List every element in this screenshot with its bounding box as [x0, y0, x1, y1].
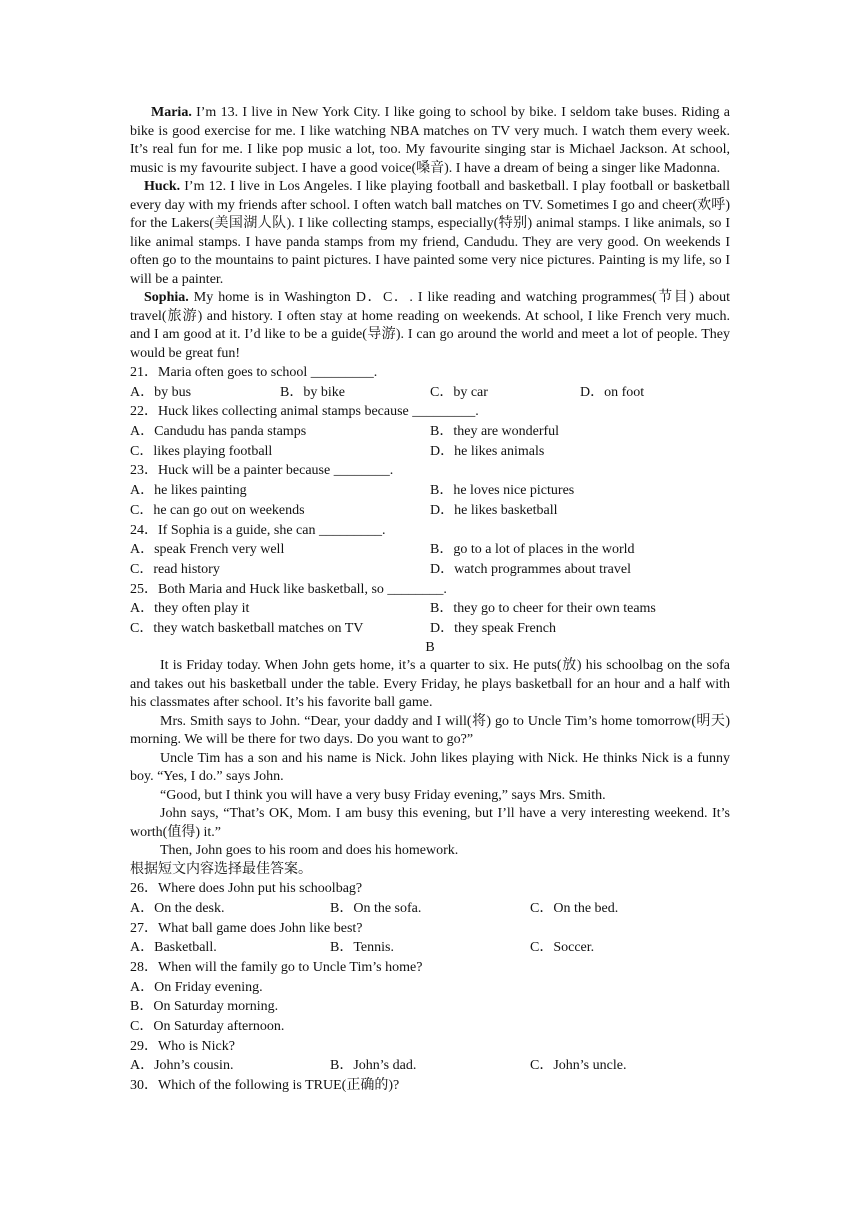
option-a[interactable]: A．John’s cousin.: [130, 1058, 234, 1074]
option-a[interactable]: A．he likes painting: [130, 483, 247, 499]
question-28: 28．When will the family go to Uncle Tim’s home?: [130, 959, 423, 975]
question-30: 30．Which of the following is TRUE(正确的)?: [130, 1078, 400, 1093]
options-22-cd: [130, 442, 730, 462]
option-b[interactable]: B．Tennis.: [330, 940, 394, 956]
passage-a-maria: [130, 104, 730, 178]
question-29: 29．Who is Nick?: [130, 1038, 235, 1054]
option-c[interactable]: C．Soccer.: [530, 940, 595, 956]
section-b-label: B: [425, 639, 435, 655]
options-25-cd: [130, 619, 730, 639]
passage-b-paragraph: Then, John goes to his room and does his homework.: [160, 843, 459, 859]
option-b[interactable]: B．On the sofa.: [330, 900, 422, 916]
option-a[interactable]: A．Candudu has panda stamps: [130, 424, 307, 440]
options-27: [130, 938, 730, 958]
paragraph-text: My home is in Washington D．C．. I like reading and watching programmes(节目) about travel(旅游) and history. I often stay at home reading on weekends. At school, I like French very much. and I am good at it. I’d like to be a guide(导游). I can go around the world and meet a lot of people. They would be great fun!: [130, 290, 730, 361]
option-c[interactable]: C．On the bed.: [530, 900, 619, 916]
option-a[interactable]: A．speak French very well: [130, 542, 285, 558]
option-c[interactable]: C．likes playing football: [130, 443, 273, 459]
option-b[interactable]: B．John’s dad.: [330, 1058, 417, 1074]
option-b[interactable]: B．they go to cheer for their own teams: [430, 601, 656, 617]
option-c[interactable]: C．by car: [430, 384, 488, 400]
question-24: 24．If Sophia is a guide, she can _________.: [130, 522, 386, 538]
options-21: [130, 383, 730, 403]
options-22-ab: [130, 422, 730, 442]
options-23-ab: [130, 481, 730, 501]
options-25-ab: [130, 599, 730, 619]
option-b[interactable]: B．by bike: [280, 384, 345, 400]
option-c[interactable]: C．he can go out on weekends: [130, 502, 305, 518]
question-25: 25．Both Maria and Huck like basketball, so ________.: [130, 581, 447, 597]
option-c[interactable]: C．John’s uncle.: [530, 1058, 627, 1074]
option-d[interactable]: D．watch programmes about travel: [430, 561, 631, 577]
question-27: 27．What ball game does John like best?: [130, 920, 363, 936]
passage-b-paragraph: “Good, but I think you will have a very busy Friday evening,” says Mrs. Smith.: [160, 787, 606, 803]
instruction-b: 根据短文内容选择最佳答案。: [130, 861, 312, 877]
speaker-name: Maria.: [151, 105, 192, 120]
option-b[interactable]: B．he loves nice pictures: [430, 483, 575, 499]
passage-b-paragraph: Mrs. Smith says to John. “Dear, your daddy and I will(将) go to Uncle Tim’s home tomorrow(明天) morning. We will be there for two days. Do you want to go?”: [130, 713, 730, 748]
options-24-cd: [130, 560, 730, 580]
options-29: [130, 1056, 730, 1076]
option-c[interactable]: C．On Saturday afternoon.: [130, 1018, 285, 1034]
option-a[interactable]: A．On Friday evening.: [130, 979, 263, 995]
option-c[interactable]: C．read history: [130, 561, 220, 577]
passage-a-huck: [130, 178, 730, 289]
speaker-name: Sophia.: [144, 290, 189, 305]
passage-b-paragraph: Uncle Tim has a son and his name is Nick. John likes playing with Nick. He thinks Nick is a funny boy. “Yes, I do.” says John.: [130, 750, 730, 785]
passage-b-paragraph: It is Friday today. When John gets home, it’s a quarter to six. He puts(放) his schoolbag on the sofa and takes out his basketball under the table. Every Friday, he plays basketball for an hour and a half with his classmates after school. It’s his favorite ball game.: [130, 658, 730, 711]
options-26: [130, 899, 730, 919]
question-26: 26．Where does John put his schoolbag?: [130, 881, 363, 897]
options-23-cd: [130, 501, 730, 521]
paragraph-text: I’m 12. I live in Los Angeles. I like playing football and basketball. I play football or basketball every day with my friends after school. I often watch ball matches on TV. Sometimes I go and cheer(欢呼) for the Lakers(美国湖人队). I like collecting stamps, especially(特别) animal stamps. I like animals, so I like animal stamps. I have panda stamps from my friend, Candudu. They are very good. On weekends I often go to the mountains to paint pictures. I have painted some very nice pictures. Painting is my life, so I will be a painter.: [130, 179, 730, 287]
option-b[interactable]: B．go to a lot of places in the world: [430, 542, 635, 558]
option-a[interactable]: A．they often play it: [130, 601, 250, 617]
question-23: 23．Huck will be a painter because ________.: [130, 463, 394, 479]
option-c[interactable]: C．they watch basketball matches on TV: [130, 620, 364, 636]
paragraph-text: I’m 13. I live in New York City. I like going to school by bike. I seldom take buses. Riding a bike is good exercise for me. I like watching NBA matches on TV very much. I watch them every week. It’s real fun for me. I like pop music a lot, too. My favourite singing star is Michael Jackson. At school, music is my favourite subject. I have a good voice(嗓音). I have a dream of being a singer like Madonna.: [130, 105, 730, 176]
passage-b-paragraph: John says, “That’s OK, Mom. I am busy this evening, but I’ll have a very interesting weekend. It’s worth(值得) it.”: [130, 806, 730, 840]
option-b[interactable]: B．they are wonderful: [430, 424, 560, 440]
worksheet-page: [130, 104, 730, 1096]
option-a[interactable]: A．On the desk.: [130, 900, 225, 916]
option-a[interactable]: A．by bus: [130, 384, 192, 400]
options-24-ab: [130, 540, 730, 560]
option-d[interactable]: D．on foot: [580, 384, 645, 400]
speaker-name: Huck.: [144, 179, 181, 194]
question-22: 22．Huck likes collecting animal stamps because _________.: [130, 404, 479, 420]
passage-a-sophia: [130, 289, 730, 363]
option-a[interactable]: A．Basketball.: [130, 940, 217, 956]
option-d[interactable]: D．he likes basketball: [430, 502, 558, 518]
option-b[interactable]: B．On Saturday morning.: [130, 999, 279, 1015]
option-d[interactable]: D．they speak French: [430, 620, 556, 636]
option-d[interactable]: D．he likes animals: [430, 443, 545, 459]
question-21: 21．Maria often goes to school _________.: [130, 365, 378, 380]
